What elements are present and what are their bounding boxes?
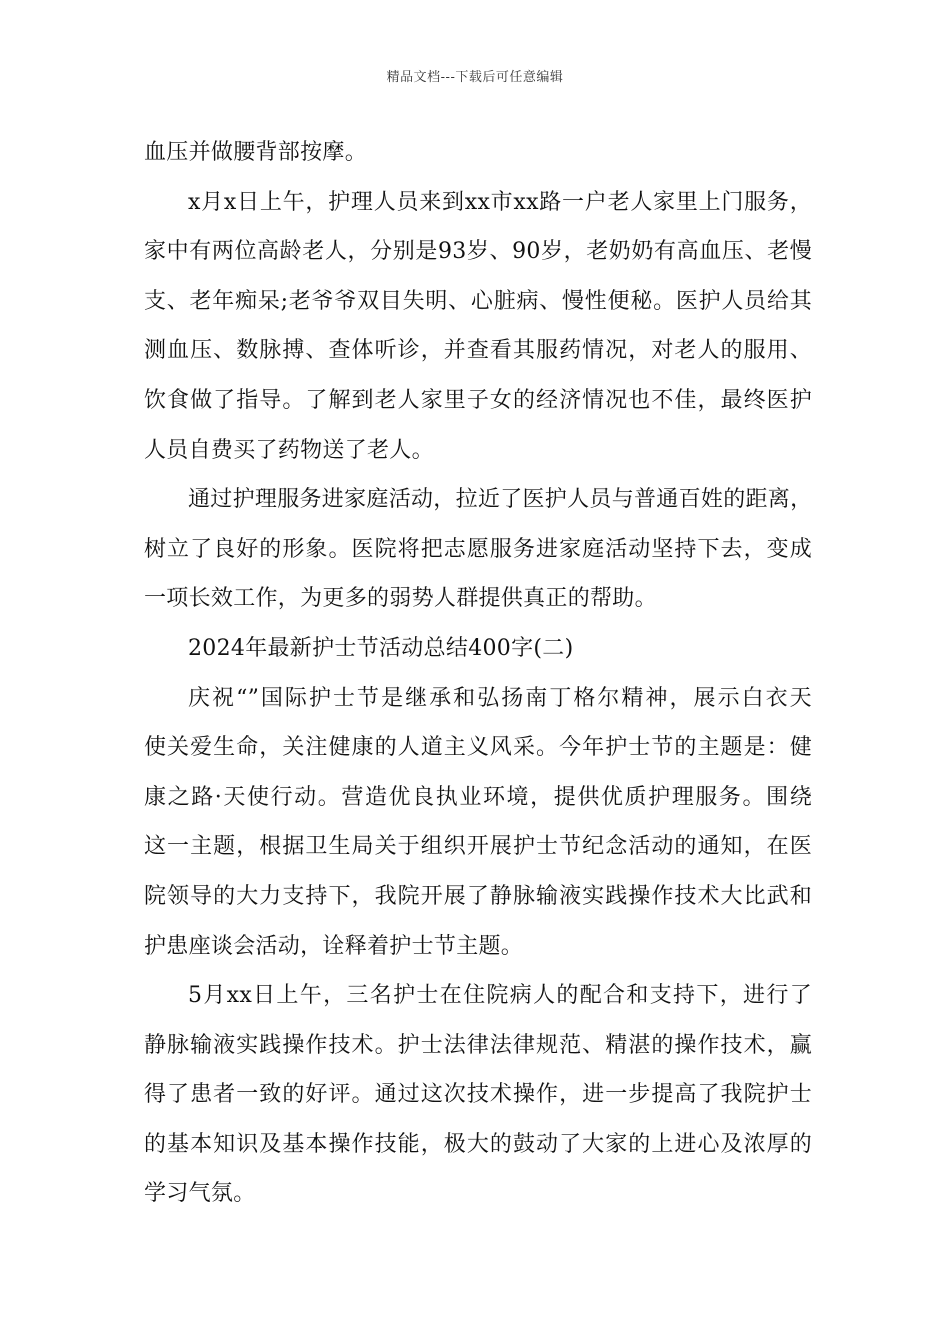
text-line: 饮食做了指导。了解到老人家里子女的经济情况也不佳，最终医护 xyxy=(144,387,812,413)
text-line: 康之路·天使行动。营造优良执业环境，提供优质护理服务。围绕 xyxy=(144,784,812,810)
text-line: 庆祝“”国际护士节是继承和弘扬南丁格尔精神，展示白衣天 xyxy=(188,685,812,711)
text-line: 5月xx日上午，三名护士在住院病人的配合和支持下，进行了 xyxy=(188,983,812,1009)
text-line: 支、老年痴呆;老爷爷双目失明、心脏病、慢性便秘。医护人员给其 xyxy=(144,288,812,314)
text-line: x月x日上午，护理人员来到xx市xx路一户老人家里上门服务， xyxy=(188,189,812,215)
text-line: 学习气氛。 xyxy=(144,1181,256,1207)
text-line: 测血压、数脉搏、查体听诊，并查看其服药情况，对老人的服用、 xyxy=(144,338,812,364)
text-line: 的基本知识及基本操作技能，极大的鼓动了大家的上进心及浓厚的 xyxy=(144,1131,812,1157)
text-line: 人员自费买了药物送了老人。 xyxy=(144,437,434,463)
text-line: 这一主题，根据卫生局关于组织开展护士节纪念活动的通知，在医 xyxy=(144,834,812,860)
page-header: 精品文档---下载后可任意编辑 xyxy=(386,70,564,85)
text-line: 护患座谈会活动，诠释着护士节主题。 xyxy=(144,933,524,959)
text-line: 院领导的大力支持下，我院开展了静脉输液实践操作技术大比武和 xyxy=(144,883,812,909)
text-line: 得了患者一致的好评。通过这次技术操作，进一步提高了我院护士 xyxy=(144,1082,812,1108)
text-line: 使关爱生命，关注健康的人道主义风采。今年护士节的主题是：健 xyxy=(144,735,812,761)
text-line: 树立了良好的形象。医院将把志愿服务进家庭活动坚持下去，变成 xyxy=(144,536,812,562)
text-line: 2024年最新护士节活动总结400字(二) xyxy=(188,635,574,661)
document-body xyxy=(144,128,812,1219)
text-line: 家中有两位高龄老人，分别是93岁、90岁，老奶奶有高血压、老慢 xyxy=(144,239,812,265)
text-line: 静脉输液实践操作技术。护士法律法律规范、精湛的操作技术，赢 xyxy=(144,1032,812,1058)
text-line: 血压并做腰背部按摩。 xyxy=(144,140,368,165)
text-line: 一项长效工作，为更多的弱势人群提供真正的帮助。 xyxy=(144,586,657,612)
text-line: 通过护理服务进家庭活动，拉近了医护人员与普通百姓的距离， xyxy=(188,487,813,513)
